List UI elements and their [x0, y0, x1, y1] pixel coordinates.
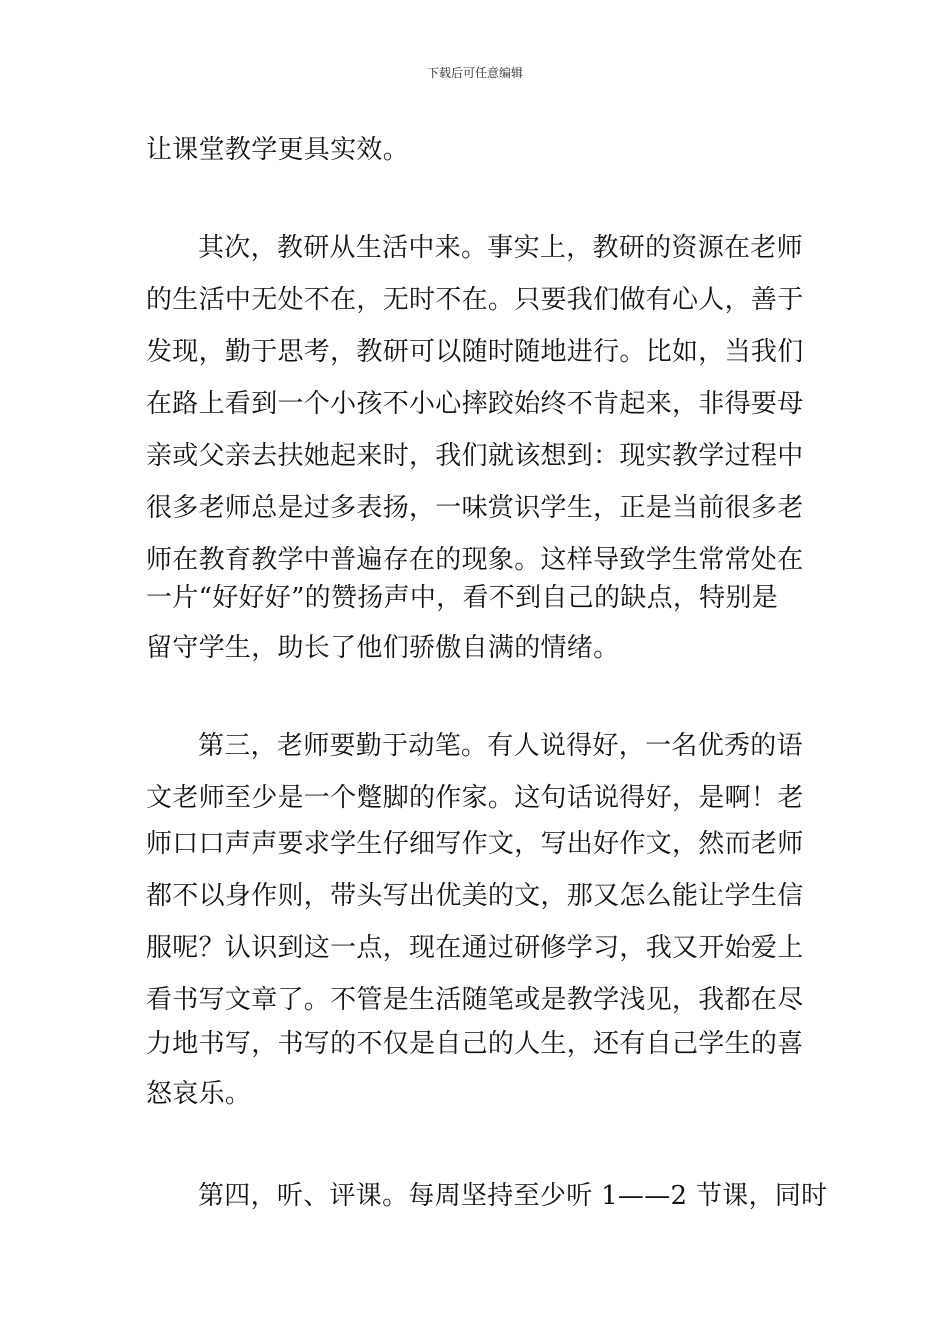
text-line: 都不以身作则，带头写出优美的文，那又怎么能让学生信 [146, 881, 804, 911]
text-line: 很多老师总是过多表扬，一味赏识学生，正是当前很多老 [146, 493, 804, 523]
text-line: 亲或父亲去扶她起来时，我们就该想到：现实教学过程中 [146, 441, 804, 471]
text-line: 师口口声声要求学生仔细写作文，写出好作文，然而老师 [146, 829, 804, 859]
text-line: 让课堂教学更具实效。 [146, 135, 410, 165]
text-line: 留守学生，助长了他们骄傲自满的情绪。 [146, 633, 620, 663]
text-line: 在路上看到一个小孩不小心摔跤始终不肯起来，非得要母 [146, 389, 804, 419]
text-line: 第四，听、评课。每周坚持至少听 1——2 节课，同时 [198, 1181, 828, 1211]
text-line: 师在教育教学中普遍存在的现象。这样导致学生常常处在 [146, 545, 804, 575]
text-line: 发现，勤于思考，教研可以随时随地进行。比如，当我们 [146, 337, 804, 367]
text-line: 怒哀乐。 [146, 1079, 252, 1109]
text-line: 一片“好好好”的赞扬声中，看不到自己的缺点，特别是 [146, 583, 779, 613]
text-line: 看书写文章了。不管是生活随笔或是教学浅见，我都在尽 [146, 985, 804, 1015]
text-line: 其次，教研从生活中来。事实上，教研的资源在老师 [198, 233, 803, 263]
text-line: 文老师至少是一个蹩脚的作家。这句话说得好，是啊！老 [146, 783, 804, 813]
page-header: 下载后可任意编辑 [426, 66, 523, 80]
text-line: 第三，老师要勤于动笔。有人说得好，一名优秀的语 [198, 731, 803, 761]
text-line: 的生活中无处不在，无时不在。只要我们做有心人，善于 [146, 285, 804, 315]
text-line: 力地书写，书写的不仅是自己的人生，还有自己学生的喜 [146, 1029, 804, 1059]
text-line: 服呢？认识到这一点，现在通过研修学习，我又开始爱上 [146, 933, 804, 963]
